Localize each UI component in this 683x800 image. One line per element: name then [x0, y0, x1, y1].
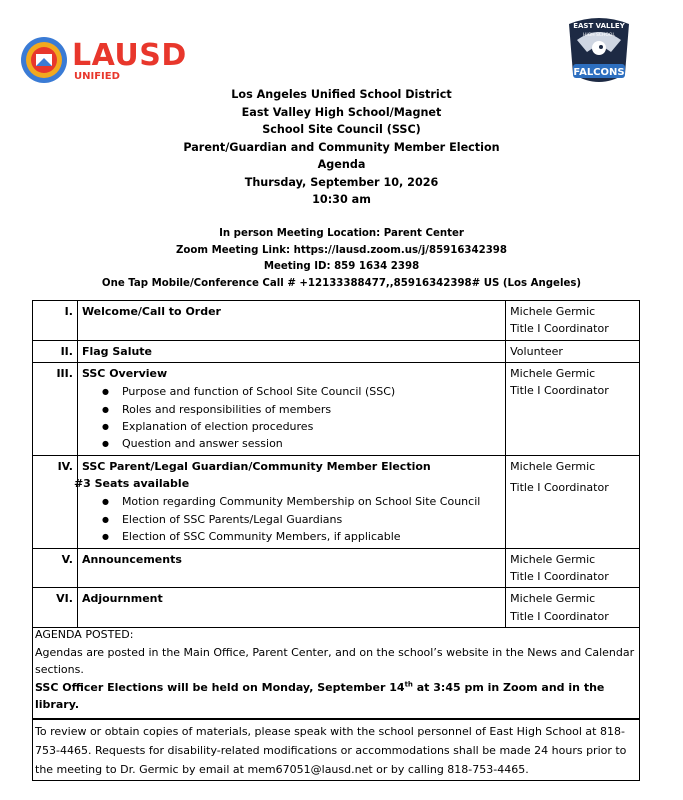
meeting-time: 10:30 am: [312, 193, 371, 206]
list-item: ● Election of SSC Parents/Legal Guardians: [122, 511, 501, 528]
election-title: Parent/Guardian and Community Member Election: [183, 140, 500, 154]
accessibility-notice: To review or obtain copies of materials, please speak with the school personnel of East High School at 818-753-4465. Requests for disability-related modifications or accommodations shall be made 24 hours prior to the meeting to Dr. Germic by email at mem67051@lausd.net or by calling 818-753-4465.: [32, 719, 640, 781]
seats-available: #3 Seats available: [73, 477, 190, 491]
list-item: ● Election of SSC Community Members, if applicable: [122, 528, 501, 545]
agenda-number: III.: [33, 362, 78, 455]
agenda-item-title: SSC Parent/Legal Guardian/Community Member Election: [81, 459, 431, 473]
presenter-name: Volunteer: [510, 344, 563, 358]
agenda-row: [33, 548, 640, 588]
presenter-name: Michele Germic: [510, 305, 596, 318]
school-logo-name-text: FALCONS: [573, 67, 625, 78]
zoom-link[interactable]: Zoom Meeting Link: https://lausd.zoom.us/j/85916342398: [176, 244, 507, 256]
presenter-role: Title I Coordinator: [510, 609, 609, 623]
officer-elections-note: SSC Officer Elections will be held on Monday, September 14th at 3:45 pm in Zoom and in the library.: [35, 679, 605, 711]
meeting-location: In person Meeting Location: Parent Center: [219, 228, 464, 239]
list-item: ● Purpose and function of School Site Council (SSC): [122, 383, 501, 400]
list-item: ● Question and answer session: [122, 435, 501, 452]
meeting-info: [0, 226, 683, 292]
meeting-id: Meeting ID: 859 1634 2398: [263, 261, 420, 272]
agenda-row: [33, 362, 640, 455]
agenda-item-title: Adjournment: [81, 592, 163, 606]
lausd-logo: [20, 36, 187, 86]
district-name: Los Angeles Unified School District: [231, 88, 452, 101]
agenda-item-title: Announcements: [81, 552, 182, 566]
meeting-date: Thursday, September 10, 2026: [244, 175, 439, 189]
agenda-table: [32, 300, 640, 628]
list-item: ● Roles and responsibilities of members: [122, 401, 501, 418]
agenda-row: [33, 588, 640, 628]
presenter-role: Title I Coordinator: [510, 569, 609, 583]
council-name: School Site Council (SSC): [262, 123, 421, 136]
posted-body: Agendas are posted in the Main Office, Parent Center, and on the school’s website in the News and Calendar sections.: [35, 645, 635, 676]
presenter-name: Michele Germic: [510, 592, 596, 606]
posted-heading: AGENDA POSTED:: [35, 628, 134, 641]
lausd-seal-icon: [20, 36, 68, 84]
agenda-number: IV.: [33, 455, 78, 548]
agenda-number: II.: [33, 340, 78, 362]
agenda-item-title: Flag Salute: [81, 344, 153, 358]
presenter-role: Title I Coordinator: [510, 384, 609, 398]
agenda-number: I.: [33, 301, 78, 341]
agenda-number: VI.: [33, 588, 78, 628]
presenter-role: Title I Coordinator: [510, 322, 609, 336]
agenda-bullets: [82, 493, 501, 545]
presenter-role: Title I Coordinator: [510, 481, 609, 495]
presenter-name: Michele Germic: [510, 552, 596, 566]
agenda-bullets: [82, 383, 501, 453]
list-item: ● Motion regarding Community Membership on School Site Council: [122, 493, 501, 510]
presenter-name: Michele Germic: [510, 366, 596, 380]
agenda-posted-box: [32, 626, 640, 719]
list-item: ● Explanation of election procedures: [122, 418, 501, 435]
school-logo-mid-text: HIGH SCHOOL: [583, 33, 615, 38]
presenter-name: Michele Germic: [510, 459, 596, 473]
agenda-number: V.: [33, 548, 78, 588]
agenda-item-title: SSC Overview: [81, 366, 168, 380]
document-header: [0, 86, 683, 209]
lausd-wordmark: LAUSD: [72, 38, 187, 73]
east-valley-falcons-logo: [563, 14, 635, 88]
school-name: East Valley High School/Magnet: [241, 105, 442, 119]
agenda-row: [33, 340, 640, 362]
conference-call: One Tap Mobile/Conference Call # +12133388477,,85916342398# US (Los Angeles): [101, 277, 582, 289]
agenda-label: Agenda: [317, 158, 366, 171]
agenda-row: [33, 301, 640, 341]
lausd-unified-label: UNIFIED: [74, 71, 120, 82]
school-logo-top-text: EAST VALLEY: [573, 22, 625, 30]
agenda-item-title: Welcome/Call to Order: [81, 305, 221, 318]
agenda-row: [33, 455, 640, 548]
